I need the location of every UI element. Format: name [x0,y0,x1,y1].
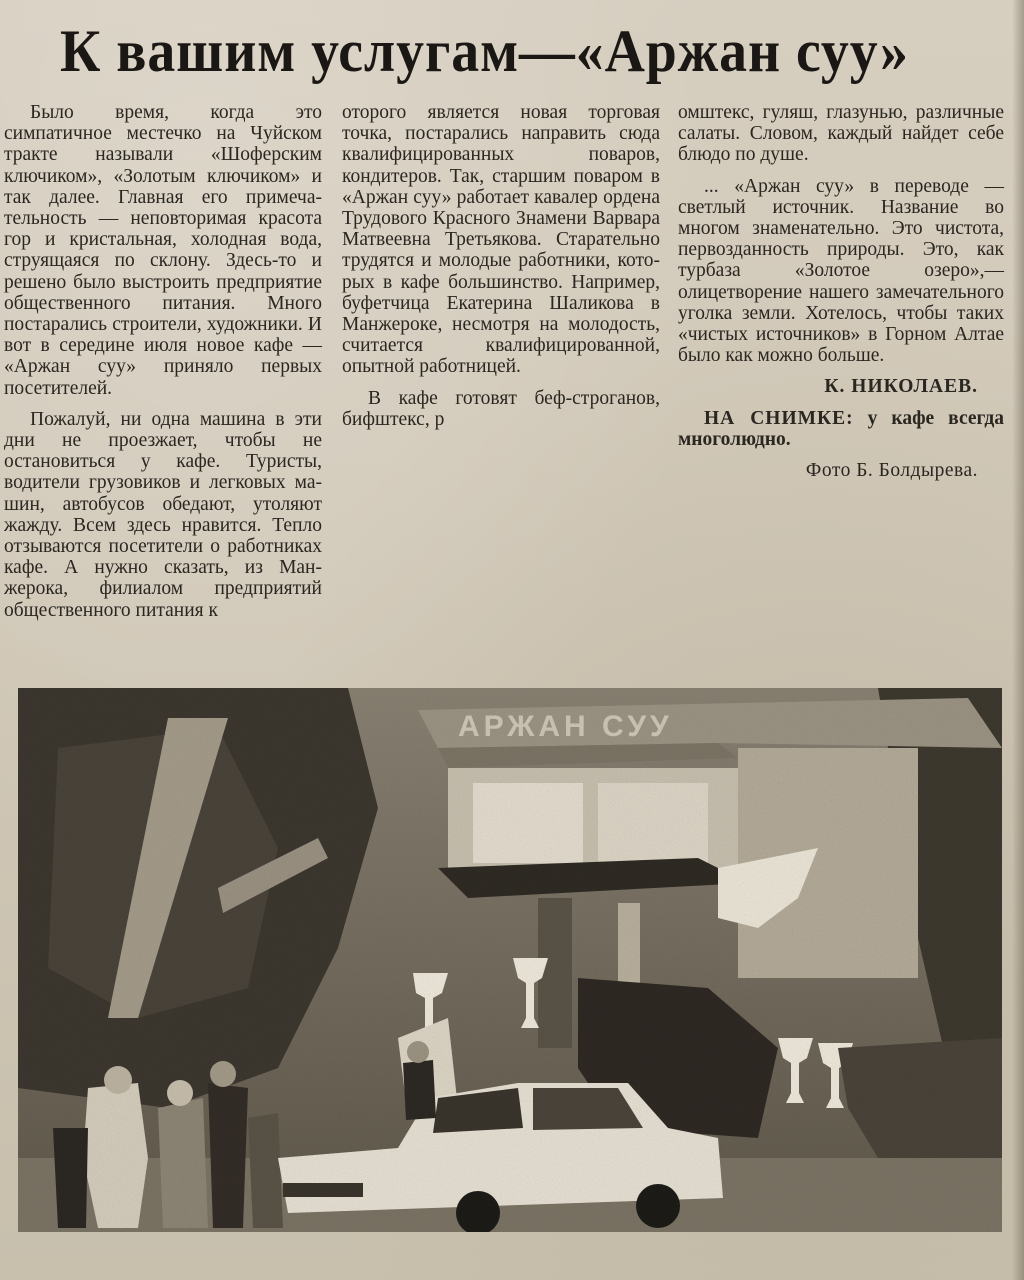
paragraph-2-part-2: оторого является новая торговая точка, постарались направить сюда квалифицированных поваров, кондитеров. Так, старшим поваром в «Аржан суу» работает кавалер ордена Трудового Красного Знамени Варвара Матвеевна Третьякова. Старательно трудятся и молодые работники, которых в кафе большинство. Например, буфетчица Екатерина Шаликова в Манжероке, несмотря на молодость, считается квалифицированной, опытной работницей. [342,102,660,378]
caption-label: НА СНИМКЕ: [704,407,854,429]
photo-credit: Фото Б. Болдырева. [805,460,978,482]
article-author: К. НИКОЛАЕВ. [824,376,978,398]
cafe-sign-text: АРЖАН СУУ [458,710,673,743]
paragraph-3-part-2: омштекс, гуляш, глазунью, различные салаты. Словом, каждый найдет себе блюдо по душе. [678,102,1004,166]
paragraph-3-part-1: В кафе готовят беф-строганов, бифштекс, р [342,387,660,430]
cafe-photo [18,688,1002,1232]
caption-text: у кафе всегда многолюдно. [678,407,1004,450]
text-column-3 [678,102,1004,481]
text-column-2 [342,102,660,430]
page-edge-shadow [1012,0,1024,1280]
paragraph-4: ... «Аржан суу» в переводе — светлый источник. Название во многом знаменательно. Это чистота, первозданность природы. Это, как турбаза «Золотое озеро»,—олицетворение нашего замечательного уголка земли. Хотелось, чтобы таких «чистых источников» в Горном Алтае было как можно больше. [678,175,1004,367]
photo-caption [678,408,1004,450]
paragraph-2-part-1: Пожалуй, ни одна машина в эти дни не проезжает, чтобы не остановиться у кафе. Туристы, водители грузовиков и легковых машин, автобусов обедают, утоляют жажду. Всем здесь нравится. Тепло отзываются посетители о работниках кафе. А нужно сказать, из Манжерока, филиалом предприятий общественного питания к [4,408,322,621]
paragraph-1: Было время, когда это симпатичное местечко на Чуйском тракте называли «Шоферским ключиком», «Золотым ключиком» и так далее. Главная его примечательность — неповторимая красота гор и кристальная, холодная вода, струящаяся по склону. Здесь-то и решено было выстроить предприятие общественного питания. Много постарались строители, художники. И вот в середине июля новое кафе — «Аржан суу» приняло первых посетителей. [4,102,322,399]
text-column-1 [4,102,322,621]
article-headline: К вашим услугам—«Аржан суу» [60,18,909,84]
cafe-photo-drawing [18,688,1002,1232]
